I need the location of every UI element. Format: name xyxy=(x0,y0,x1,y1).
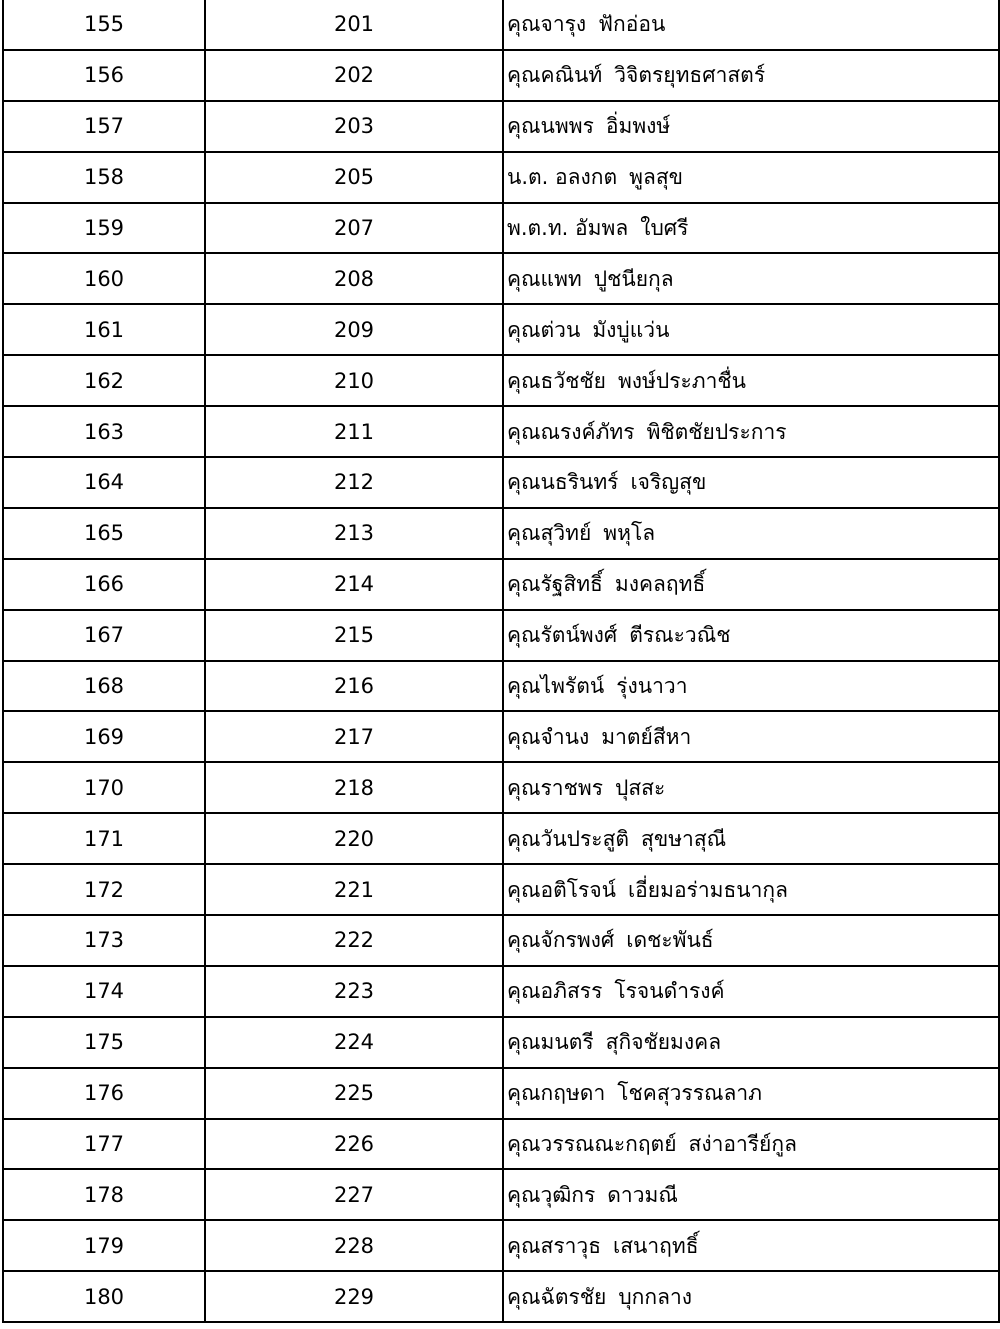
last-name: อิ่มพงษ์ xyxy=(605,114,671,139)
sequence-cell: 163 xyxy=(3,406,205,457)
table-row xyxy=(3,1220,999,1271)
member-name-cell xyxy=(503,457,999,508)
first-name: คุณอติโรจน์ xyxy=(507,877,616,902)
sequence-cell: 177 xyxy=(3,1119,205,1170)
first-name: คุณคณินท์ xyxy=(507,63,603,88)
table-row xyxy=(3,406,999,457)
member-name-cell xyxy=(503,1220,999,1271)
table-row xyxy=(3,966,999,1017)
table-row xyxy=(3,711,999,762)
last-name: ดาวมณี xyxy=(607,1182,678,1207)
member-number-cell: 214 xyxy=(205,559,503,610)
sequence-cell: 167 xyxy=(3,610,205,661)
member-number-cell: 216 xyxy=(205,661,503,712)
last-name: เอี่ยมอร่ามธนากุล xyxy=(628,877,789,902)
last-name: มงคลฤทธิ์ xyxy=(614,572,706,597)
table-row xyxy=(3,915,999,966)
member-name-cell xyxy=(503,0,999,50)
roster-body xyxy=(3,0,999,1322)
member-number-cell: 218 xyxy=(205,762,503,813)
table-row xyxy=(3,762,999,813)
table-row xyxy=(3,1169,999,1220)
table-row xyxy=(3,101,999,152)
last-name: สุกิจชัยมงคล xyxy=(605,1030,722,1055)
member-number-cell: 229 xyxy=(205,1271,503,1322)
last-name: เสนาฤทธิ์ xyxy=(613,1233,699,1258)
last-name: พหุโล xyxy=(603,521,656,546)
first-name: คุณรัฐสิทธิ์ xyxy=(507,572,603,597)
member-name-cell xyxy=(503,813,999,864)
member-number-cell: 202 xyxy=(205,50,503,101)
sequence-cell: 160 xyxy=(3,253,205,304)
table-row xyxy=(3,610,999,661)
table-row xyxy=(3,203,999,254)
sequence-cell: 179 xyxy=(3,1220,205,1271)
sequence-cell: 173 xyxy=(3,915,205,966)
member-name-cell xyxy=(503,661,999,712)
last-name: ใบศรี xyxy=(640,216,689,240)
member-name-cell xyxy=(503,101,999,152)
first-name: คุณสราวุธ xyxy=(507,1233,602,1258)
last-name: โรจนดำรงค์ xyxy=(614,979,725,1004)
sequence-cell: 156 xyxy=(3,50,205,101)
member-number-cell: 217 xyxy=(205,711,503,762)
member-name-cell xyxy=(503,152,999,203)
table-row xyxy=(3,152,999,203)
last-name: ฟักอ่อน xyxy=(598,12,666,37)
first-name: คุณสุวิทย์ xyxy=(507,521,592,546)
first-name: คุณไพรัตน์ xyxy=(507,674,605,699)
first-name: คุณฉัตรชัย xyxy=(507,1284,607,1309)
first-name: คุณนพพร xyxy=(507,114,594,139)
sequence-cell: 157 xyxy=(3,101,205,152)
member-name-cell xyxy=(503,406,999,457)
first-name: คุณจารุง xyxy=(507,12,587,37)
sequence-cell: 165 xyxy=(3,508,205,559)
first-name: คุณกฤษดา xyxy=(507,1081,606,1106)
first-name: คุณวรรณณะกฤตย์ xyxy=(507,1132,677,1157)
member-number-cell: 223 xyxy=(205,966,503,1017)
member-number-cell: 208 xyxy=(205,253,503,304)
first-name: คุณแพท xyxy=(507,266,582,291)
sequence-cell: 170 xyxy=(3,762,205,813)
member-name-cell xyxy=(503,1271,999,1322)
table-row xyxy=(3,0,999,50)
member-number-cell: 209 xyxy=(205,304,503,355)
member-number-cell: 225 xyxy=(205,1068,503,1119)
sequence-cell: 171 xyxy=(3,813,205,864)
sequence-cell: 178 xyxy=(3,1169,205,1220)
sequence-cell: 166 xyxy=(3,559,205,610)
first-name: คุณจักรพงศ์ xyxy=(507,928,615,953)
last-name: รุ่งนาวา xyxy=(616,674,688,699)
member-number-cell: 213 xyxy=(205,508,503,559)
first-name: คุณต่วน xyxy=(507,317,581,342)
first-name: คุณจำนง xyxy=(507,724,590,749)
member-name-cell xyxy=(503,559,999,610)
first-name: คุณธวัชชัย xyxy=(507,368,606,393)
member-name-cell xyxy=(503,304,999,355)
first-name: คุณมนตรี xyxy=(507,1030,594,1055)
last-name: เดชะพันธ์ xyxy=(626,928,714,953)
member-number-cell: 220 xyxy=(205,813,503,864)
member-name-cell xyxy=(503,1017,999,1068)
member-number-cell: 203 xyxy=(205,101,503,152)
sequence-cell: 180 xyxy=(3,1271,205,1322)
table-row xyxy=(3,457,999,508)
member-name-cell xyxy=(503,711,999,762)
last-name: พูลสุข xyxy=(629,165,683,190)
first-name: คุณณรงค์ภัทร xyxy=(507,419,635,444)
last-name: โชคสุวรรณลาภ xyxy=(617,1081,762,1106)
sequence-cell: 162 xyxy=(3,355,205,406)
sequence-cell: 164 xyxy=(3,457,205,508)
last-name: บุกกลาง xyxy=(618,1284,692,1309)
first-name: คุณนธรินทร์ xyxy=(507,470,619,495)
last-name: พงษ์ประภาชื่น xyxy=(617,368,747,393)
table-row xyxy=(3,253,999,304)
member-number-cell: 222 xyxy=(205,915,503,966)
member-number-cell: 201 xyxy=(205,0,503,50)
last-name: สง่าอารีย์กูล xyxy=(688,1132,797,1157)
first-name: คุณวันประสูติ xyxy=(507,826,630,851)
member-name-cell xyxy=(503,1119,999,1170)
sequence-cell: 169 xyxy=(3,711,205,762)
table-row xyxy=(3,661,999,712)
member-name-cell xyxy=(503,966,999,1017)
member-name-cell xyxy=(503,1068,999,1119)
member-number-cell: 221 xyxy=(205,864,503,915)
table-row xyxy=(3,50,999,101)
member-name-cell xyxy=(503,762,999,813)
first-name: น.ต. อลงกต xyxy=(507,165,618,190)
member-number-cell: 215 xyxy=(205,610,503,661)
member-number-cell: 205 xyxy=(205,152,503,203)
table-row xyxy=(3,559,999,610)
sequence-cell: 174 xyxy=(3,966,205,1017)
sequence-cell: 159 xyxy=(3,203,205,254)
first-name: คุณรัตน์พงศ์ xyxy=(507,623,618,648)
last-name: เจริญสุข xyxy=(630,470,707,495)
table-row xyxy=(3,1017,999,1068)
last-name: วิจิตรยุทธศาสตร์ xyxy=(614,63,766,88)
member-name-cell xyxy=(503,253,999,304)
last-name: พิชิตชัยประการ xyxy=(646,419,787,444)
table-row xyxy=(3,508,999,559)
last-name: มาตย์สีหา xyxy=(601,724,692,749)
last-name: ปุสสะ xyxy=(614,775,666,800)
last-name: สุขษาสุณี xyxy=(641,826,727,851)
first-name: คุณอภิสรร xyxy=(507,979,603,1004)
first-name: คุณวุฒิกร xyxy=(507,1182,596,1207)
member-number-cell: 227 xyxy=(205,1169,503,1220)
member-name-cell xyxy=(503,864,999,915)
table-row xyxy=(3,1271,999,1322)
member-name-cell xyxy=(503,203,999,254)
table-row xyxy=(3,1119,999,1170)
sequence-cell: 168 xyxy=(3,661,205,712)
sequence-cell: 155 xyxy=(3,0,205,50)
last-name: มังบู่แว่น xyxy=(592,317,670,342)
member-number-cell: 224 xyxy=(205,1017,503,1068)
member-name-cell xyxy=(503,610,999,661)
member-name-cell xyxy=(503,915,999,966)
last-name: ปูชนียกุล xyxy=(593,266,674,291)
table-row xyxy=(3,864,999,915)
first-name: พ.ต.ท. อัมพล xyxy=(507,216,629,240)
member-number-cell: 211 xyxy=(205,406,503,457)
table-row xyxy=(3,304,999,355)
first-name: คุณราชพร xyxy=(507,775,603,800)
member-number-cell: 207 xyxy=(205,203,503,254)
table-row xyxy=(3,1068,999,1119)
member-name-cell xyxy=(503,50,999,101)
member-number-cell: 226 xyxy=(205,1119,503,1170)
sequence-cell: 176 xyxy=(3,1068,205,1119)
table-row xyxy=(3,813,999,864)
member-name-cell xyxy=(503,1169,999,1220)
member-name-cell xyxy=(503,508,999,559)
sequence-cell: 172 xyxy=(3,864,205,915)
member-number-cell: 212 xyxy=(205,457,503,508)
sequence-cell: 161 xyxy=(3,304,205,355)
member-number-cell: 210 xyxy=(205,355,503,406)
sequence-cell: 175 xyxy=(3,1017,205,1068)
last-name: ตีรณะวณิช xyxy=(629,623,731,648)
roster-table xyxy=(2,0,1000,1323)
member-name-cell xyxy=(503,355,999,406)
member-number-cell: 228 xyxy=(205,1220,503,1271)
table-row xyxy=(3,355,999,406)
sequence-cell: 158 xyxy=(3,152,205,203)
